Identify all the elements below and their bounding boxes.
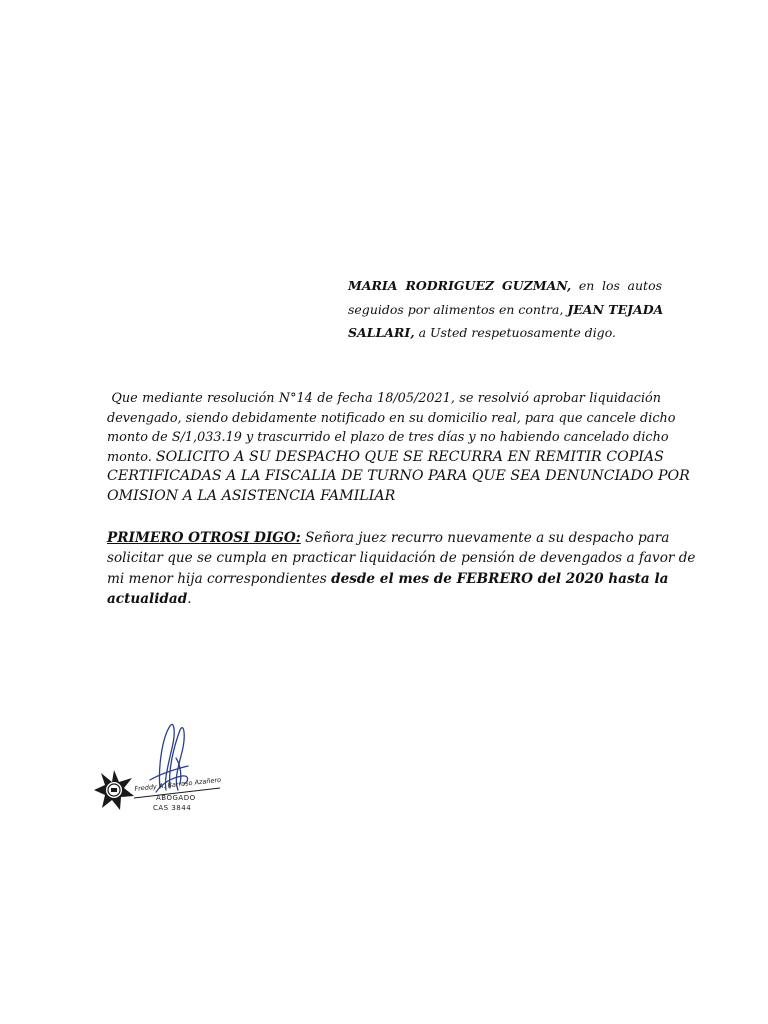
paragraph-line: Que mediante resolución N°14 de fecha 18/05/2021, se resolvió aprobar liquidación (111, 391, 661, 406)
header-line-2: seguidos por alimentos en contra, JEAN TEJADA (348, 301, 664, 317)
main-request-paragraph (107, 389, 690, 506)
petitioner-header (348, 274, 662, 345)
seal-icon (94, 770, 134, 810)
request-caps-text: SOLICITO A SU DESPACHO QUE SE RECURRA EN REMITIR COPIAS (155, 448, 664, 465)
stamp-title: ABOGADO (156, 794, 196, 802)
paragraph-line: OMISION A LA ASISTENCIA FAMILIAR (107, 487, 396, 504)
lawyer-signature-stamp (90, 718, 240, 828)
stamp-lawyer-name: Freddy A. Barroso Azañero (134, 775, 222, 793)
respondent-surname: SALLARI, (348, 325, 415, 340)
paragraph-line: solicitar que se cumpla en practicar liquidación de pensión de devengados a favor de (107, 550, 696, 567)
header-line-1: MARIA RODRIGUEZ GUZMAN, en los autos (348, 278, 663, 293)
paragraph-line: mi menor hija correspondientes desde el mes de FEBRERO del 2020 hasta la (107, 570, 669, 587)
otrosi-paragraph (107, 528, 696, 609)
paragraph-line: monto de S/1,033.19 y trascurrido el plazo de tres días y no habiendo cancelado dicho (107, 430, 669, 445)
respondent-name: JEAN TEJADA (567, 301, 664, 317)
paragraph-line: CERTIFICADAS A LA FISCALIA DE TURNO PARA QUE SEA DENUNCIADO POR (107, 468, 690, 484)
header-line-3: SALLARI, a Usted respetuosamente digo. (348, 325, 616, 340)
paragraph-line: devengado, siendo debidamente notificado en su domicilio real, para que cancele dicho (107, 410, 676, 426)
petitioner-name: MARIA RODRIGUEZ GUZMAN, (348, 278, 572, 293)
paragraph-line: actualidad. (107, 590, 192, 607)
paragraph-line: PRIMERO OTROSI DIGO: Señora juez recurro nuevamente a su despacho para (107, 530, 670, 546)
paragraph-line: monto. SOLICITO A SU DESPACHO QUE SE RECURRA EN REMITIR COPIAS (107, 448, 664, 465)
stamp-registration: CAS 3844 (153, 804, 192, 812)
otrosi-heading: PRIMERO OTROSI DIGO: (107, 530, 301, 546)
